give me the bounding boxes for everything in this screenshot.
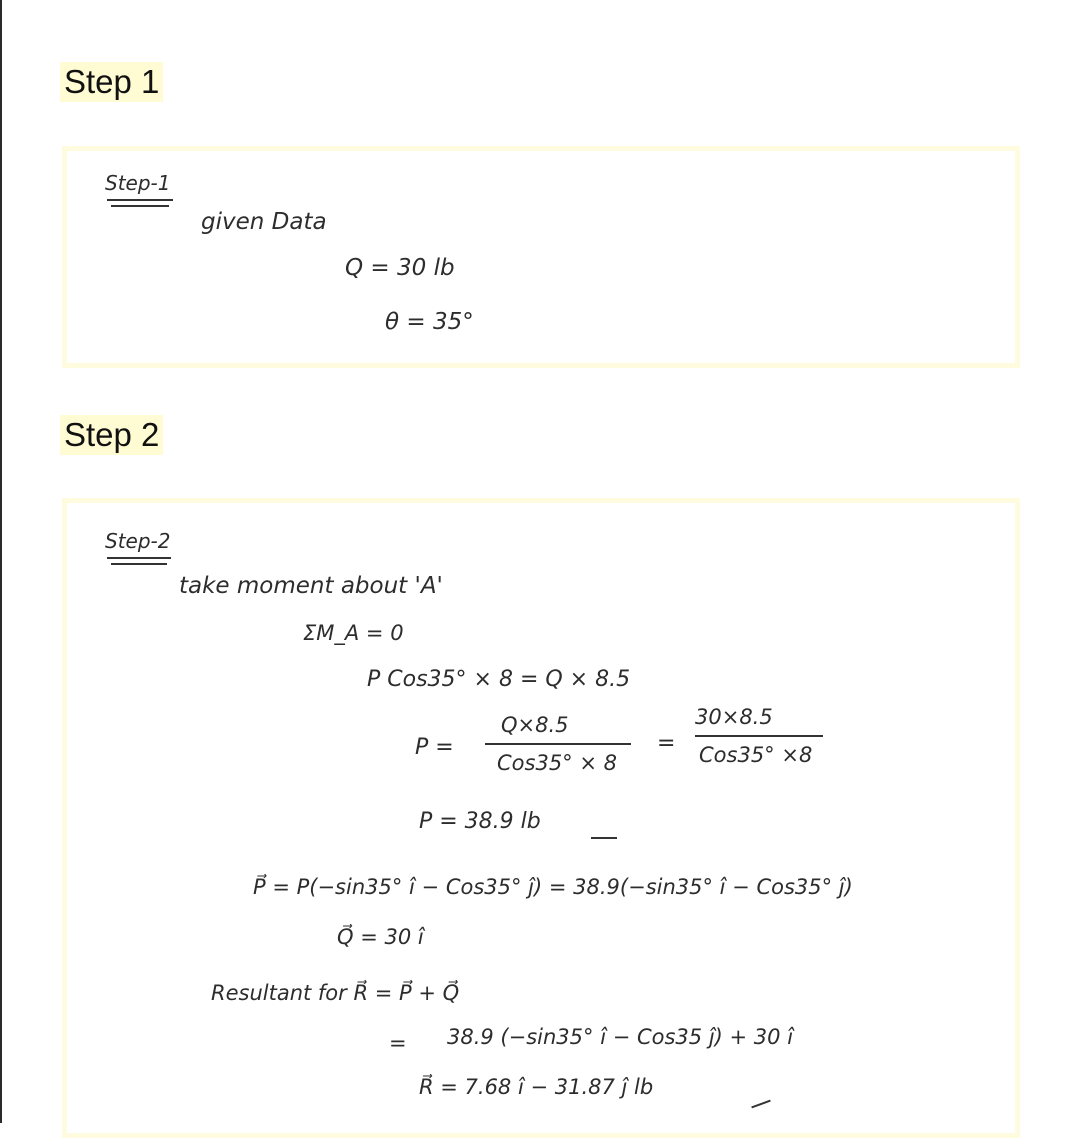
step-2-label-underline bbox=[107, 557, 171, 559]
step-1-label: Step-1 bbox=[105, 171, 171, 195]
fraction-1-numerator: Q×8.5 bbox=[501, 713, 569, 737]
resultant-equation: Resultant for R⃗ = P⃗ + Q⃗ bbox=[211, 981, 460, 1005]
moment-balance-equation: P Cos35° × 8 = Q × 8.5 bbox=[367, 667, 631, 692]
fraction-2-numerator: 30×8.5 bbox=[695, 705, 773, 729]
fraction-1-denominator: Cos35° × 8 bbox=[497, 751, 617, 775]
moment-statement: take moment about 'A' bbox=[179, 573, 443, 599]
p-result: P = 38.9 lb bbox=[419, 809, 541, 834]
resultant-equals-sign: = bbox=[389, 1031, 407, 1055]
resultant-final: R⃗ = 7.68 î − 31.87 ĵ lb bbox=[419, 1075, 654, 1099]
step-2-label: Step-2 bbox=[105, 529, 171, 553]
fraction-equals-sign: = bbox=[657, 731, 676, 756]
fraction-2-bar bbox=[695, 735, 823, 737]
page-left-border bbox=[0, 0, 2, 1123]
step-1-heading: Step 1 bbox=[60, 62, 163, 102]
step-2-heading: Step 2 bbox=[60, 415, 163, 455]
step-2-label-underline-2 bbox=[111, 563, 167, 565]
given-theta-value: θ = 35° bbox=[385, 309, 474, 335]
given-q-value: Q = 30 lb bbox=[345, 255, 455, 281]
given-data-text: given Data bbox=[201, 209, 327, 235]
q-vector-equation: Q⃗ = 30 î bbox=[337, 925, 424, 949]
moment-sum-equation: ΣM_A = 0 bbox=[303, 621, 404, 645]
step-1-solution-image bbox=[62, 146, 1020, 368]
p-equals-label: P = bbox=[415, 735, 454, 760]
step-2-solution-image bbox=[62, 498, 1020, 1138]
p-result-underline bbox=[591, 837, 617, 839]
step-1-label-underline bbox=[107, 199, 173, 201]
p-vector-equation: P⃗ = P(−sin35° î − Cos35° ĵ) = 38.9(−sin35° î − Cos35° ĵ) bbox=[253, 875, 853, 899]
final-answer-tick bbox=[751, 1100, 770, 1109]
fraction-1-bar bbox=[485, 743, 631, 745]
fraction-2-denominator: Cos35° ×8 bbox=[699, 743, 813, 767]
resultant-expansion: 38.9 (−sin35° î − Cos35 ĵ) + 30 î bbox=[447, 1025, 794, 1049]
step-1-label-underline-2 bbox=[111, 205, 169, 207]
